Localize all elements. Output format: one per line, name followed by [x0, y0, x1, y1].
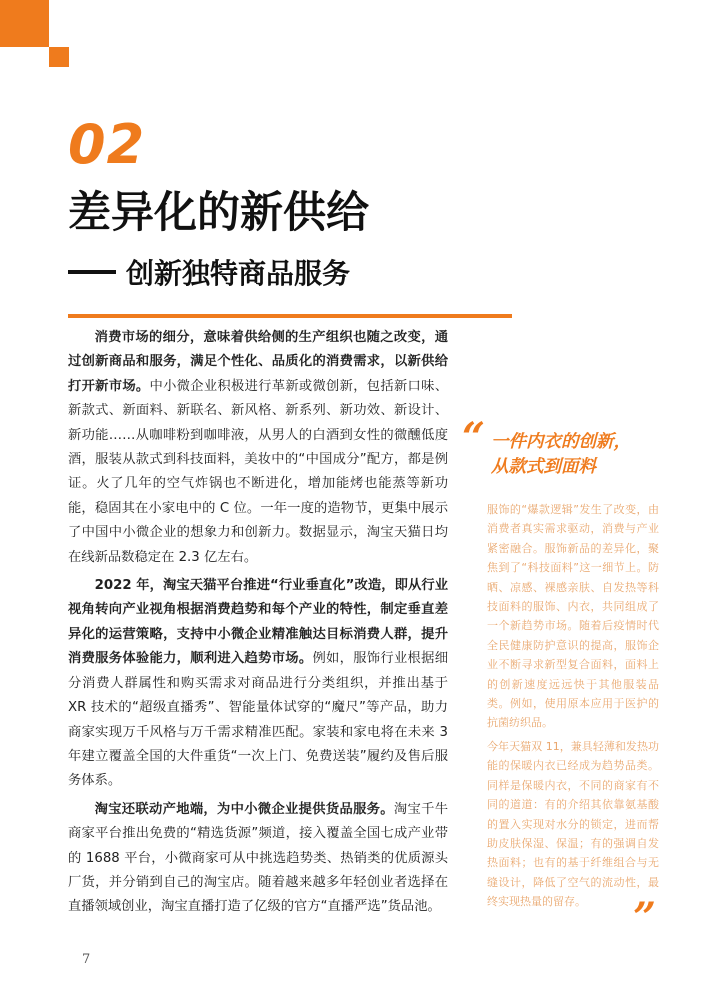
sidebar-title-line-1: 一件内衣的创新， [491, 432, 631, 452]
p1-lead: 消费市场的细分，意味着供给侧的生产组织也随之改变，通过创新商品和服务，满足个性化、品质化的消费需求，以新供给打开新市场。 [68, 330, 448, 394]
body-paragraph-1 [68, 326, 448, 570]
section-number: 02 [68, 113, 146, 176]
subtitle-text: 创新独特商品服务 [126, 257, 351, 290]
sidebar-title [491, 430, 661, 480]
sidebar-body [487, 500, 659, 916]
sidebar-paragraph-1: 服饰的“爆款逻辑”发生了改变，由消费者真实需求驱动，消费与产业紧密融合。服饰新品的差异化，聚焦到了“科技面料”这一细节上。防晒、凉感、裸感亲肤、自发热等科技面料的服饰、内衣，共同组成了一个新趋势市场。随着后疫情时代全民健康防护意识的提高，服饰企业不断寻求新型复合面料，面料上的创新速度远远快于其他服装品类。例如，使用原本应用于医护的抗菌纺织品。 [487, 503, 659, 730]
open-quote-icon: “ [462, 414, 482, 461]
section-title: 差异化的新供给 [68, 188, 369, 238]
p2-lead: 2022 年，淘宝天猫平台推进“行业垂直化”改造，即从行业视角转向产业视角根据消费趋势和每个产业的特性，制定垂直差异化的运营策略，支持中小微企业精准触达目标消费人群，提升消费服务体验能力，顺利进入趋势市场。 [68, 578, 448, 667]
subtitle-dash [68, 270, 116, 274]
close-quote-icon: ” [633, 894, 653, 941]
sidebar-title-line-2: 从款式到面料 [491, 457, 596, 477]
title-underline [68, 314, 512, 318]
p2-rest: 例如，服饰行业根据细分消费人群属性和购买需求对商品进行分类组织，并推出基于 XR 技术的“超级直播秀”、智能量体试穿的“魔尺”等产品，助力商家实现万千风格与万千需求精准匹配。家装和家电将在未来 3 年建立覆盖全国的大件重货“一次上门、免费送装”履约及售后服务体系。 [68, 651, 448, 789]
section-subtitle [68, 254, 350, 294]
p1-rest: 中小微企业积极进行革新或微创新，包括新口味、新款式、新面料、新联名、新风格、新系列、新功效、新设计、新功能……从咖啡粉到咖啡液，从男人的白酒到女性的微醺低度酒，服装从款式到科技面料，美妆中的“中国成分”配方，都是例证。火了几年的空气炸锅也不断进化，增加能烤也能蒸等新功能，稳固其在小家电中的 C 位。一年一度的造物节，更集中展示了中国中小微企业的想象力和创新力。数据显示，淘宝天猫日均在线新品数稳定在 2.3 亿左右。 [68, 378, 449, 565]
body-paragraph-2 [68, 574, 448, 794]
main-body-text [68, 326, 448, 924]
p3-lead: 淘宝还联动产地端，为中小微企业提供货品服务。 [94, 801, 394, 817]
corner-decoration-large [0, 0, 49, 47]
p3-rest: 淘宝千牛商家平台推出免费的“精选货源”频道，接入覆盖全国七成产业带的 1688 平台，小微商家可从中挑选趋势类、热销类的优质源头厂货，并分销到自己的淘宝店。随着越来越多年轻创业者选择在直播领域创业，淘宝直播打造了亿级的官方“直播严选”货品池。 [68, 801, 449, 915]
corner-decoration-small [49, 47, 69, 67]
body-paragraph-3 [68, 798, 448, 920]
sidebar-paragraph-2: 今年天猫双 11，兼具轻薄和发热功能的保暖内衣已经成为趋势品类。同样是保暖内衣，不同的商家有不同的道道：有的介绍其依靠氨基酸的置入实现对水分的锁定，进而帮助皮肤保湿、保温；有的强调自发热面料；也有的基于纤维组合与无缝设计，降低了空气的流动性，最终实现热量的留存。 [487, 739, 659, 909]
page-number: 7 [82, 952, 91, 967]
